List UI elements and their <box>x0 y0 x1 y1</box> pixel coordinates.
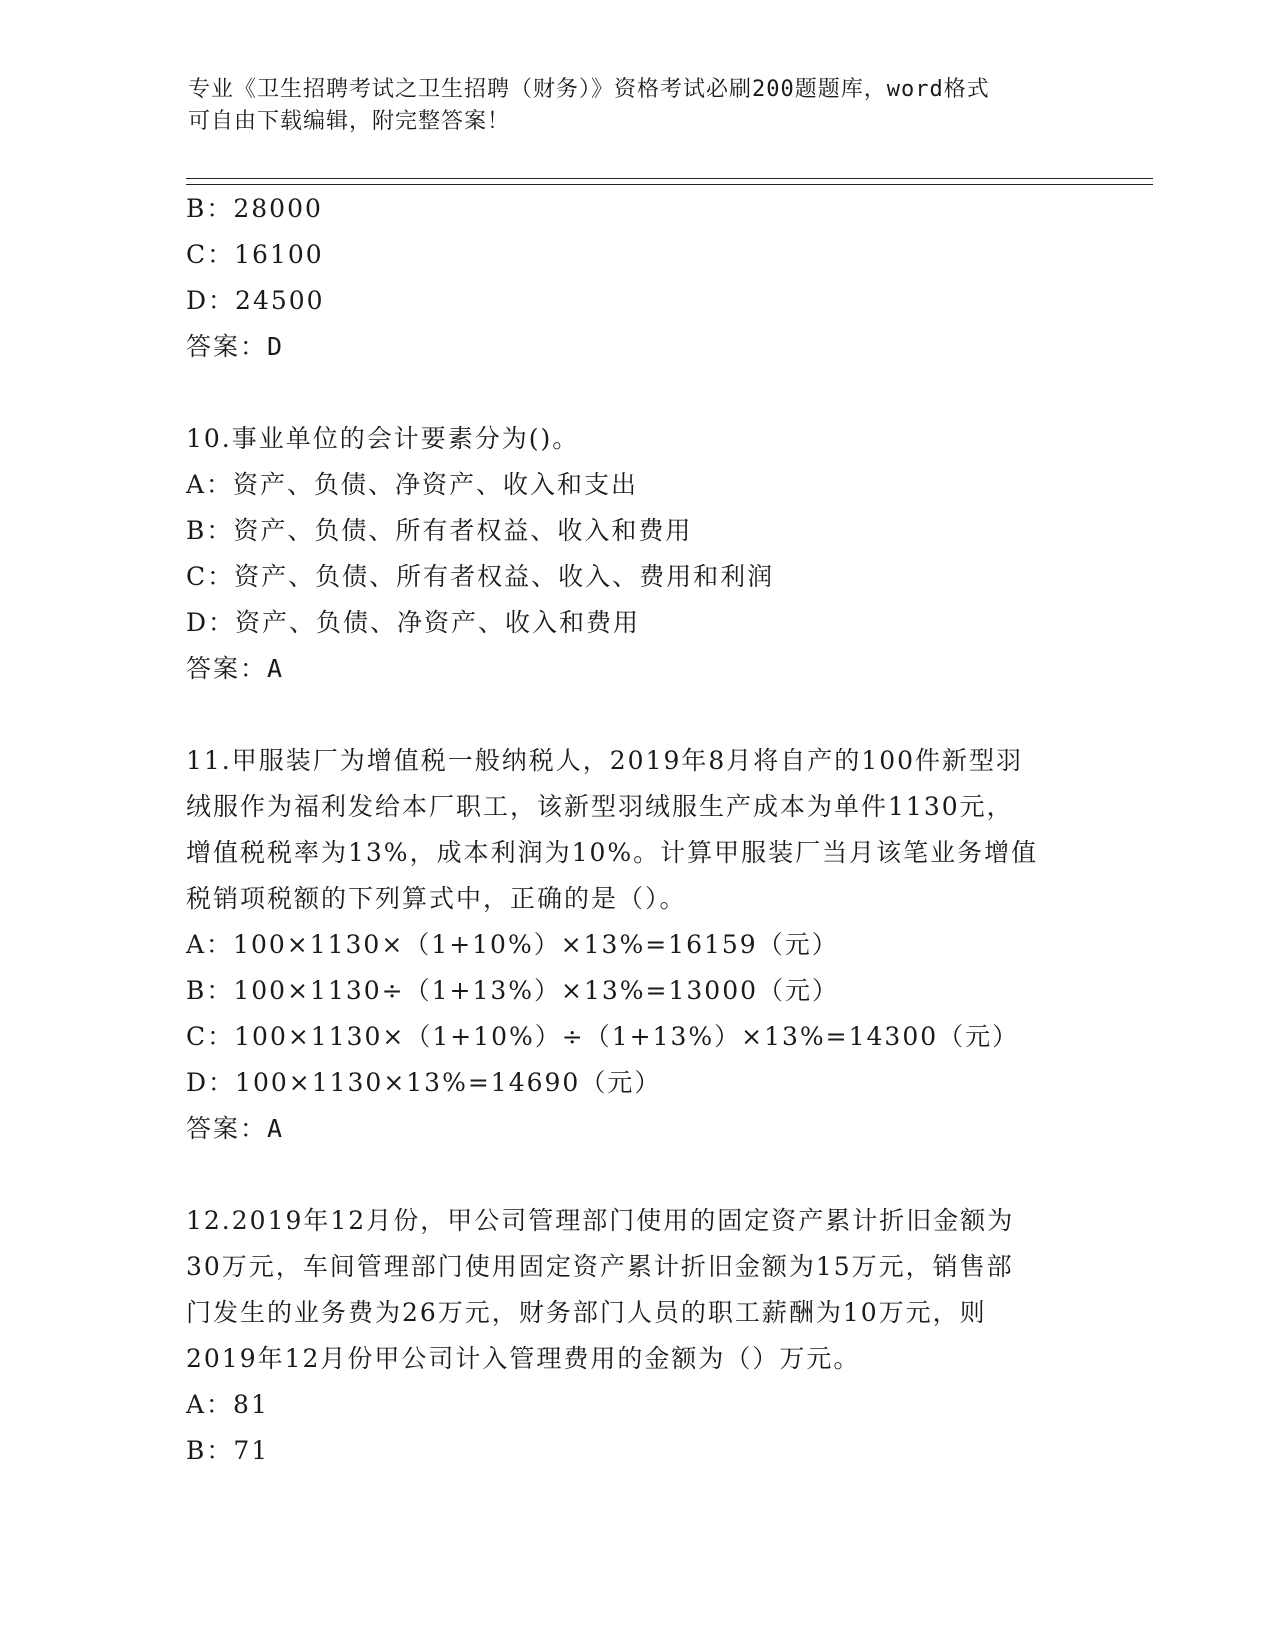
question-stem-line: 税销项税额的下列算式中，正确的是（）。 <box>186 884 687 913</box>
question-9-tail <box>186 186 1086 370</box>
question-stem-line: 30万元，车间管理部门使用固定资产累计折旧金额为15万元，销售部 <box>186 1252 1014 1281</box>
option-b: B：资产、负债、所有者权益、收入和费用 <box>186 516 693 545</box>
option-a: A：资产、负债、净资产、收入和支出 <box>186 470 639 499</box>
option-b: B：28000 <box>186 194 323 223</box>
question-12 <box>186 1198 1086 1474</box>
question-stem-line: 11.甲服装厂为增值税一般纳税人，2019年8月将自产的100件新型羽 <box>186 746 1024 775</box>
header-line-2: 可自由下载编辑，附完整答案！ <box>188 109 511 134</box>
option-b: B：100×1130÷（1+13%）×13%=13000（元） <box>186 976 840 1005</box>
option-a: A：100×1130×（1+10%）×13%=16159（元） <box>186 930 839 959</box>
option-c: C：16100 <box>186 240 324 269</box>
option-d: D：100×1130×13%=14690（元） <box>186 1068 662 1097</box>
question-stem-line: 绒服作为福利发给本厂职工，该新型羽绒服生产成本为单件1130元， <box>186 792 1014 821</box>
header-line-1: 专业《卫生招聘考试之卫生招聘（财务）》资格考试必刷200题题库，word格式 <box>188 77 990 102</box>
option-c: C：100×1130×（1+10%）÷（1+13%）×13%=14300（元） <box>186 1022 1020 1051</box>
option-b: B：71 <box>186 1436 270 1465</box>
question-10 <box>186 416 1086 692</box>
document-header <box>188 74 1088 138</box>
option-d: D：24500 <box>186 286 325 315</box>
option-d: D：资产、负债、净资产、收入和费用 <box>186 608 641 637</box>
question-stem-line: 2019年12月份甲公司计入管理费用的金额为（）万元。 <box>186 1344 861 1373</box>
option-c: C：资产、负债、所有者权益、收入、费用和利润 <box>186 562 775 591</box>
answer: 答案：A <box>186 1114 285 1143</box>
answer: 答案：A <box>186 654 285 683</box>
question-stem: 10.事业单位的会计要素分为()。 <box>186 424 580 453</box>
answer: 答案：D <box>186 332 285 361</box>
question-content <box>186 186 1086 1474</box>
question-stem-line: 增值税税率为13%，成本利润为10%。计算甲服装厂当月该笔业务增值 <box>186 838 1039 867</box>
option-a: A：81 <box>186 1390 269 1419</box>
question-11 <box>186 738 1086 1152</box>
question-stem-line: 门发生的业务费为26万元，财务部门人员的职工薪酬为10万元，则 <box>186 1298 987 1327</box>
header-divider-bottom <box>186 184 1153 185</box>
question-stem-line: 12.2019年12月份，甲公司管理部门使用的固定资产累计折旧金额为 <box>186 1206 1015 1235</box>
header-divider-top <box>186 178 1153 179</box>
